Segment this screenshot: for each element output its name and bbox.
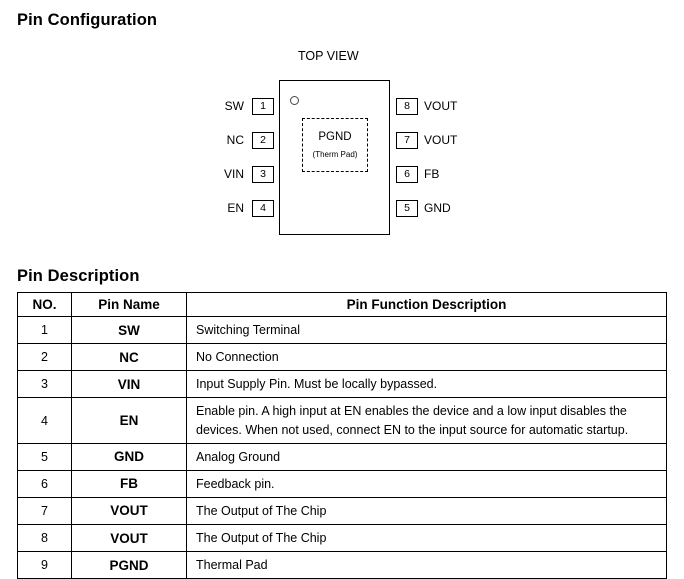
pin-box-8: 8 xyxy=(396,98,418,115)
cell-no: 1 xyxy=(18,317,72,344)
thermal-pad-label: PGND xyxy=(318,131,352,143)
cell-name: VOUT xyxy=(72,497,187,524)
table-header-row xyxy=(18,293,667,317)
pin-label-right-6: FB xyxy=(424,167,440,181)
cell-no: 9 xyxy=(18,552,72,579)
cell-desc: Switching Terminal xyxy=(187,317,667,344)
cell-desc: The Output of The Chip xyxy=(187,525,667,552)
cell-desc: No Connection xyxy=(187,344,667,371)
pin-label-left-3: VIN xyxy=(223,167,244,181)
cell-no: 6 xyxy=(18,470,72,497)
page-title-pin-configuration: Pin Configuration xyxy=(17,11,158,29)
pin-box-3: 3 xyxy=(252,166,274,183)
cell-no: 2 xyxy=(18,344,72,371)
cell-name: VIN xyxy=(72,371,187,398)
cell-no: 8 xyxy=(18,525,72,552)
pin-configuration-diagram xyxy=(0,40,684,255)
page-title-pin-description: Pin Description xyxy=(17,267,140,285)
pin-box-6: 6 xyxy=(396,166,418,183)
table-row xyxy=(18,552,667,579)
column-header-desc: Pin Function Description xyxy=(187,293,667,317)
cell-no: 3 xyxy=(18,371,72,398)
column-header-name: Pin Name xyxy=(72,293,187,317)
cell-name: NC xyxy=(72,344,187,371)
pin-label-left-2: NC xyxy=(226,133,244,147)
pin-box-2: 2 xyxy=(252,132,274,149)
pin-label-left-1: SW xyxy=(224,99,244,113)
pin-label-right-8: VOUT xyxy=(424,99,458,113)
pin-box-1: 1 xyxy=(252,98,274,115)
pin-box-7: 7 xyxy=(396,132,418,149)
pin-one-marker-icon xyxy=(290,96,299,105)
table-row xyxy=(18,344,667,371)
pin-box-5: 5 xyxy=(396,200,418,217)
table-row xyxy=(18,525,667,552)
top-view-label: TOP VIEW xyxy=(298,49,359,63)
table-row xyxy=(18,497,667,524)
pin-description-table xyxy=(17,292,667,579)
cell-no: 5 xyxy=(18,443,72,470)
column-header-no: NO. xyxy=(18,293,72,317)
table-row xyxy=(18,398,667,443)
table-row xyxy=(18,317,667,344)
table-row xyxy=(18,371,667,398)
pin-box-4: 4 xyxy=(252,200,274,217)
cell-desc: Thermal Pad xyxy=(187,552,667,579)
cell-name: FB xyxy=(72,470,187,497)
cell-desc: The Output of The Chip xyxy=(187,497,667,524)
table-row xyxy=(18,443,667,470)
cell-desc: Input Supply Pin. Must be locally bypassed. xyxy=(187,371,667,398)
thermal-pad-region xyxy=(302,118,368,172)
table-row xyxy=(18,470,667,497)
thermal-pad-sublabel: (Therm Pad) xyxy=(312,150,358,159)
cell-no: 7 xyxy=(18,497,72,524)
cell-name: VOUT xyxy=(72,525,187,552)
cell-name: EN xyxy=(72,398,187,443)
cell-no: 4 xyxy=(18,398,72,443)
cell-desc: Feedback pin. xyxy=(187,470,667,497)
cell-name: SW xyxy=(72,317,187,344)
cell-desc: Enable pin. A high input at EN enables the device and a low input disables the devices. When not used, connect EN to the input source for automatic startup. xyxy=(187,398,667,443)
pin-label-right-5: GND xyxy=(424,201,451,215)
cell-name: GND xyxy=(72,443,187,470)
pin-label-right-7: VOUT xyxy=(424,133,458,147)
cell-desc: Analog Ground xyxy=(187,443,667,470)
pin-label-left-4: EN xyxy=(227,201,244,215)
cell-name: PGND xyxy=(72,552,187,579)
